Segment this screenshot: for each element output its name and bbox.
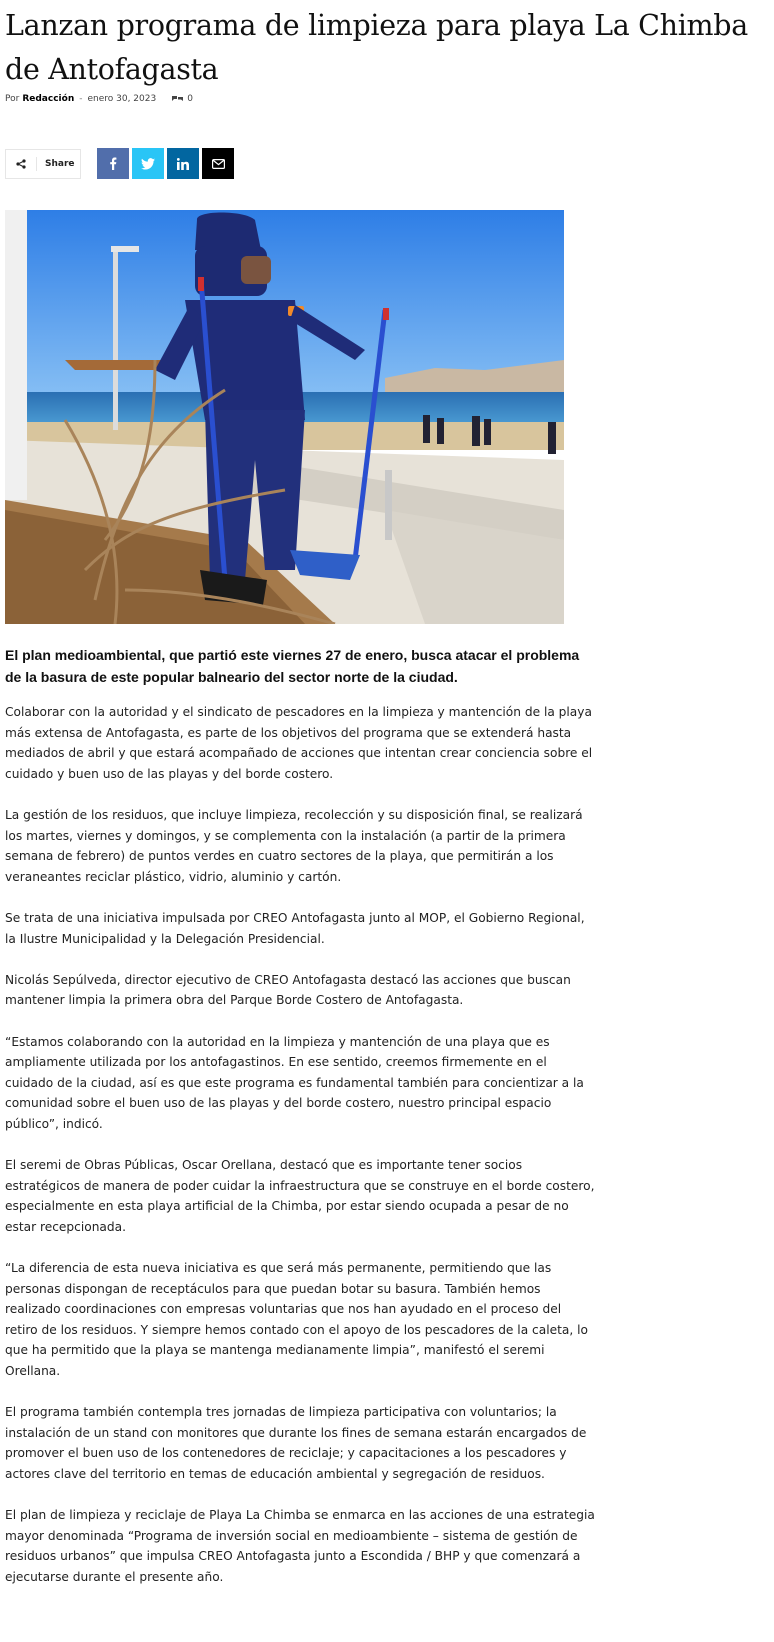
article-page [5,0,770,1584]
share-bar [5,148,234,179]
email-share-button[interactable] [202,148,234,179]
twitter-share-button[interactable] [132,148,164,179]
author-link[interactable]: Redacción [22,94,75,104]
comment-count: 0 [187,94,193,104]
article-lead: El plan medioambiental, que partió este viernes 27 de enero, busca atacar el problema de la basura de este popular balneario del sector norte de la ciudad. [5,647,580,685]
article-body [5,644,595,1608]
article-meta [5,94,193,104]
paragraph: El programa también contempla tres jornadas de limpieza participativa con voluntarios; la instalación de un stand con monitores que durante los fines de semana estarán encargados de promover el buen uso de los contenedores de reciclaje; y capacitaciones a los pescadores y actores clave del territorio en temas de educación ambiental y segregación de residuos. [5,1405,587,1481]
comments-link[interactable] [172,94,193,104]
paragraph: “Estamos colaborando con la autoridad en la limpieza y mantención de una playa que es ampliamente utilizada por los antofagastinos. En ese sentido, creemos firmemente en el cuidado de la ciudad, así es que este programa es fundamental también para concientizar a la comunidad sobre el buen uso de las playas y del borde costero, nuestro principal espacio público”, indicó. [5,1034,584,1131]
facebook-share-button[interactable] [97,148,129,179]
paragraph: El plan de limpieza y reciclaje de Playa La Chimba se enmarca en las acciones de una estrategia mayor denominada “Programa de inversión social en medioambiente – sistema de gestión de residuos urbanos” que impulsa CREO Antofagasta junto a Escondida / BHP y que comenzará a ejecutarse durante el presente año. [5,1508,595,1584]
share-icon [6,157,37,171]
paragraph: Nicolás Sepúlveda, director ejecutivo de CREO Antofagasta destacó las acciones que buscan mantener limpia la primera obra del Parque Borde Costero de Antofagasta. [5,972,571,1008]
twitter-icon [141,158,155,170]
share-label: Share [45,158,75,169]
envelope-icon [212,159,225,169]
article-featured-image [5,210,564,624]
facebook-icon [109,157,117,170]
linkedin-share-button[interactable] [167,148,199,179]
paragraph: Se trata de una iniciativa impulsada por CREO Antofagasta junto al MOP, el Gobierno Regional, la Ilustre Municipalidad y la Delegación Presidencial. [5,910,585,946]
share-button[interactable] [5,149,81,179]
article-title: Lanzan programa de limpieza para playa La Chimba de Antofagasta [5,9,748,86]
linkedin-icon [177,158,189,170]
article-paragraphs [5,702,595,1588]
byline-prefix: Por [5,94,20,104]
paragraph: Colaborar con la autoridad y el sindicato de pescadores en la limpieza y mantención de la playa más extensa de Antofagasta, es parte de los objetivos del programa que se extenderá hasta mediados de abril y que estará acompañado de acciones que intentan crear conciencia sobre el cuidado y buen uso de las playas y del borde costero. [5,705,593,781]
paragraph: La gestión de los residuos, que incluye limpieza, recolección y su disposición final, se realizará los martes, viernes y domingos, y se complementa con la instalación (a partir de la primera semana de febrero) de puntos verdes en cuatro sectores de la playa, que permitirán a los veraneantes reciclar plástico, vidrio, aluminio y cartón. [5,807,583,884]
publish-date: enero 30, 2023 [87,94,157,104]
meta-separator: - [79,94,83,104]
paragraph: “La diferencia de esta nueva iniciativa es que será más permanente, permitiendo que las personas dispongan de receptáculos para que puedan botar su basura. También hemos realizado coordinaciones con empresas voluntarias que nos han ayudado en el proceso del retiro de los residuos. Y siempre hemos contado con el apoyo de los pescadores de la caleta, lo que ha permitido que la playa se mantenga medianamente limpia”, manifestó el seremi Orellana. [5,1261,588,1378]
comment-bubble-icon [172,95,183,103]
paragraph: El seremi de Obras Públicas, Oscar Orellana, destacó que es importante tener socios estratégicos de manera de poder cuidar la infraestructura que se construye en el borde costero, especialmente en esta playa artificial de la Chimba, por estar siendo ocupada a pesar de no estar recepcionada. [5,1158,595,1234]
beach-cleanup-photo [5,210,564,624]
